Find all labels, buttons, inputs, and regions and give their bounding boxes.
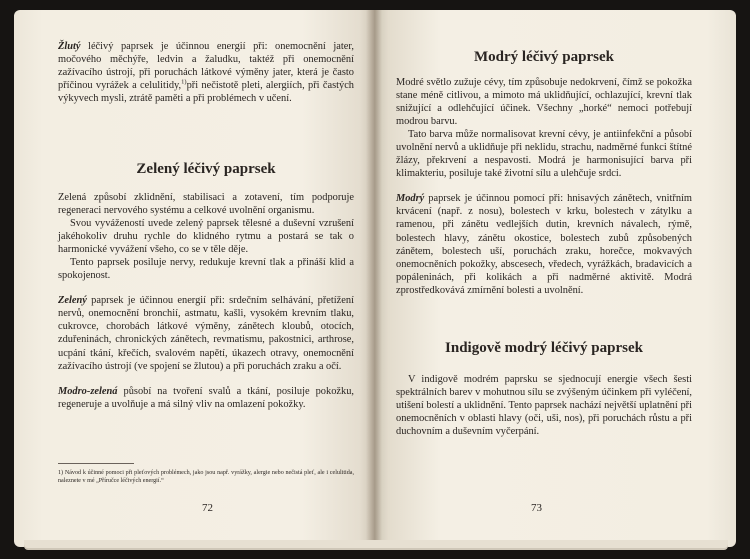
- paragraph-green-uses-body: paprsek je účinnou energií při: srdečním selhávání, přetížení nervů, onemocnění bronchií, astmatu, kašli, vysokém krevním tlaku, cukrovce, chorobách látkové výměny, zánětech kloubů, otocích, zduřeninách, chronických zánětech, revmatismu, pakostnici, arthrose, ucpání tkání, křečích, svalovém napětí, úkazech otravy, onemocnění zažívacího ústrojí (ve spojení se žlutou) a při poruchách zraku a očí.: [58, 295, 354, 372]
- heading-green-ray: Zelený léčivý paprsek: [136, 161, 276, 177]
- right-text-column-2: [396, 373, 692, 438]
- page-number-right: 73: [531, 502, 542, 514]
- paragraph-blue-green: [58, 385, 354, 411]
- term-blue: Modrý: [396, 193, 425, 205]
- paragraph-yellow-tail: při nečistotě pleti, alergiích, při častých výkyvech mysli, ztrátě paměti a při problémech v učení.: [58, 80, 354, 105]
- footnote-rule: [58, 463, 134, 464]
- heading-blue-ray: Modrý léčivý paprsek: [474, 49, 614, 65]
- right-text-column: [396, 76, 692, 297]
- paragraph-blue-uses: [396, 192, 692, 296]
- page-number-left: 72: [202, 502, 213, 514]
- footnote-marker: 1): [181, 78, 187, 86]
- paragraph-blue-uses-body: paprsek je účinnou pomocí při: hnisavých zánětech, vnitřním krvácení (např. z nosu), bolestech v krku, bolestech v zátylku a ramenou, při zánětu vedlejších dutin, krevních návalech, rýmě, bolestech hlavy, zánětu okostice, bolestech zubů způsobených zánětem, bolestech uší, poruchách zraku, horečce, mokvavých onemocněních pokožky, abscesech, vředech, vyrážkách, bradavicích a popáleninách, při kolikách a při nadměrné aktivitě. Modrá zprostředkovává zmírnění bolesti a uvolnění.: [396, 193, 692, 296]
- paragraph-yellow: [58, 40, 354, 105]
- left-text-column: [58, 40, 354, 105]
- paragraph-blue-intro: Modré světlo zužuje cévy, tím způsobuje nedokrvení, čímž se pokožka stane méně citlivou, a mimoto má uklidňující, ochlazující, krevní tlak snižující a odlehčující účinek. Všechny „horké“ nemoci potřebují modrou barvu.: [396, 77, 692, 128]
- right-page: [374, 10, 736, 547]
- paragraph-green-nerves: Tento paprsek posiluje nervy, redukuje krevní tlak a přináší klid a spokojenost.: [58, 257, 354, 282]
- paragraph-indigo: V indigově modrém paprsku se sjednocují energie všech šesti spektrálních barev v mohutnou sílu se zvýšeným účinkem při vyléčení, utišení bolestí a uklidnění. Tento paprsek nachází největší uplatnění při onemocněních v oblasti hlavy (oči, uši, nos), při poruchách růstu a při duchovním a duševním vyčerpání.: [396, 374, 692, 438]
- heading-indigo-ray: Indigově modrý léčivý paprsek: [445, 340, 643, 356]
- term-blue-green: Modro-zelená: [58, 385, 118, 397]
- left-text-column-2: [58, 191, 354, 411]
- book-gutter: [366, 10, 382, 547]
- paragraph-blue-green-body: působí na tvoření svalů a tkání, posiluje pokožku, regeneruje a uvolňuje a má silný vliv na omlazení pokožky.: [58, 385, 354, 410]
- term-green: Zelený: [58, 295, 87, 307]
- term-yellow: Žlutý: [58, 41, 81, 52]
- left-page: [14, 10, 374, 547]
- paragraph-green-balance: Svou vyvážeností uvede zelený paprsek tělesné a duševní vzrušení jakéhokoliv druhu rychle do klidného rytmu a postará se tak o harmonické vyvážení všeho, co se v těle děje.: [58, 218, 354, 256]
- paragraph-blue-normalise: Tato barva může normalisovat krevní cévy, je antiinfekční a působí uvolnění nervů a uklidňuje při neklidu, strachu, nadměrné funkci štítné žlázy, překrvení a nespavosti. Modrá je harmonisující barva při klimakteriu, posiluje také životní sílu a ulehčuje srdci.: [396, 129, 692, 180]
- paragraph-green-uses: [58, 294, 354, 372]
- paragraph-green-intro: Zelená způsobí zklidnění, stabilisaci a zotavení, tím podporuje regeneraci nervového systému a celkové uvolnění organismu.: [58, 192, 354, 217]
- page-edges: [24, 540, 728, 548]
- footnote: 1) Návod k účinné pomoci při pleťových problémech, jako jsou např. vyrážky, alergie nebo nečistá pleť, ale i celulitida, naleznete v mé „Příručce léčivých energií.“: [58, 470, 354, 484]
- paragraph-yellow-body: léčivý paprsek je účinnou energií při: onemocnění jater, močového měchýře, ledvin a žaludku, taktéž při onemocnění zažívacího ústrojí, při poruchách látkové výměny jater, která je často příčinou vyrážek a celulitidy,: [58, 41, 354, 92]
